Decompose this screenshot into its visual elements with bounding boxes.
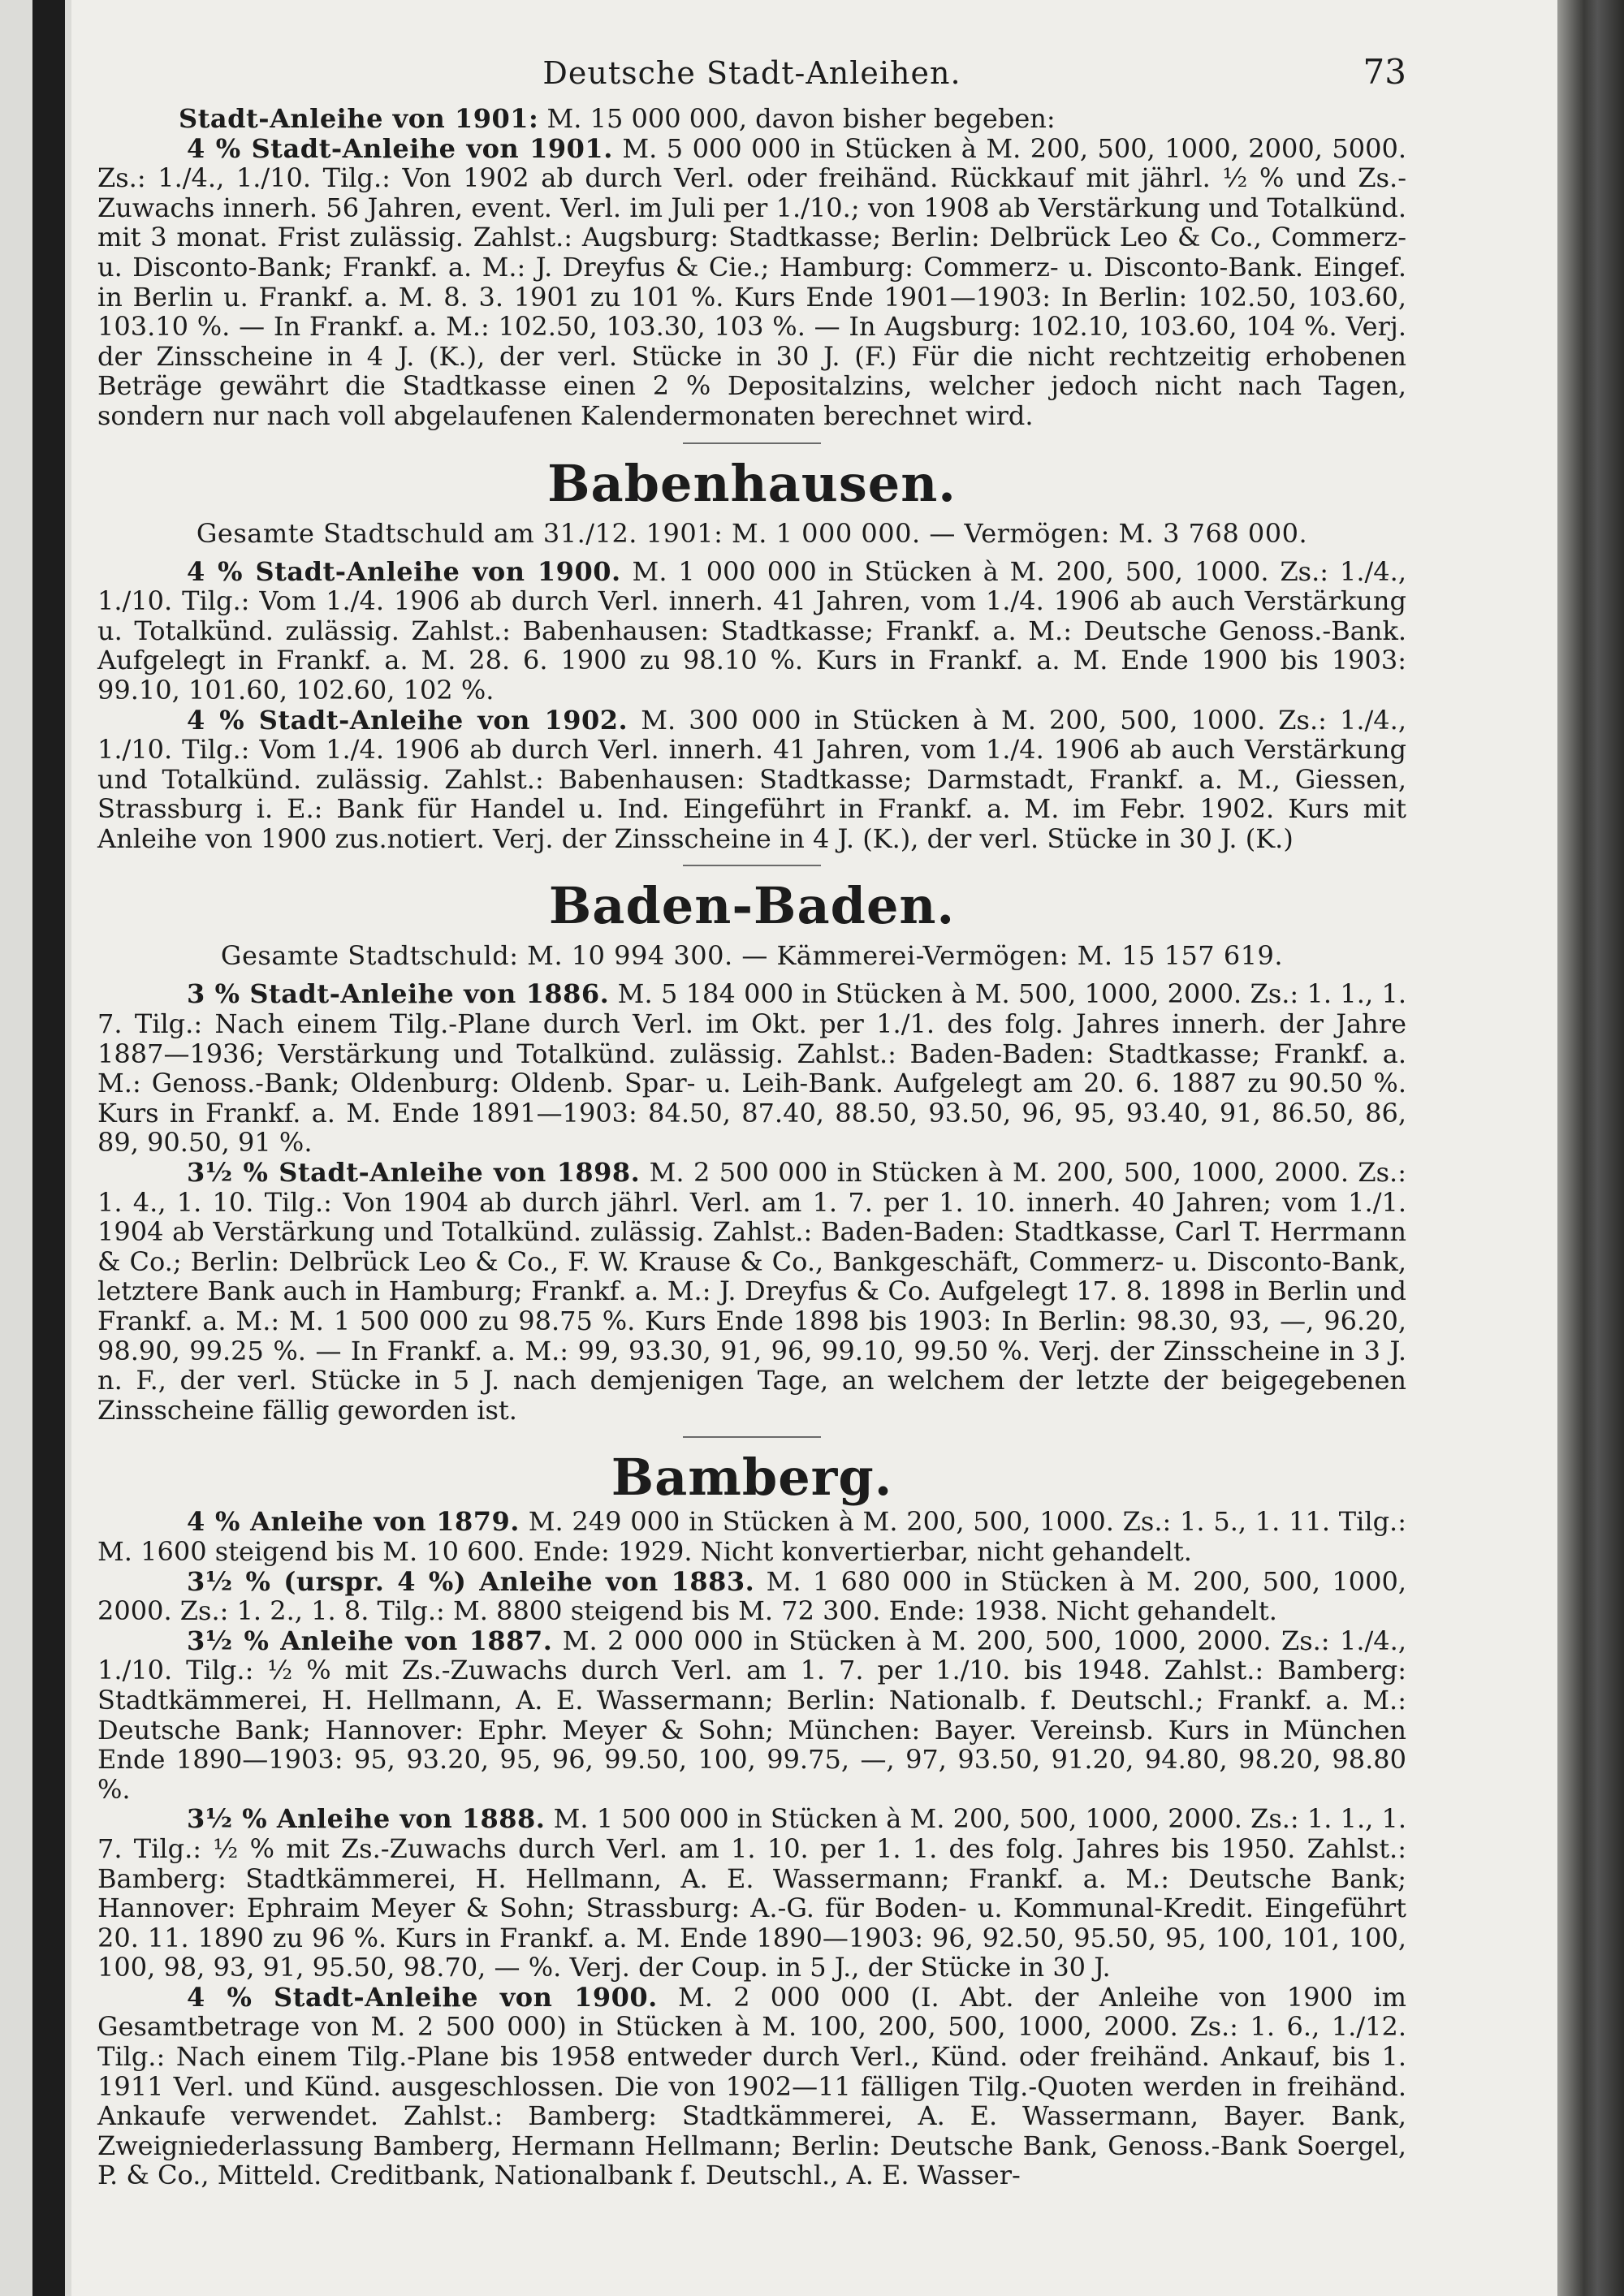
entry-lead: 3 % Stadt-Anleihe von 1886. xyxy=(187,978,610,1010)
city-summary: Gesamte Stadtschuld am 31./12. 1901: M. 1 000 000. — Vermögen: M. 3 768 000. xyxy=(196,517,1308,549)
loan-entry xyxy=(97,1507,1406,1566)
entry-text: M. 5 184 000 in Stücken à M. 500, 1000, 2000. Zs.: 1. 1., 1. 7. Tilg.: Nach einem Tilg.-Plane durch Verl. im Okt. per 1./1. des folg. Jahres innerh. der Jahre 1887—1936; Verstärkung und Totalkünd. zulässig. Zahlst.: Baden-Baden: Stadtkasse; Frankf. a. M.: Genoss.-Bank; Oldenburg: Oldenb. Spar- u. Leih-Bank. Aufgelegt am 20. 6. 1887 zu 90.50 %. Kurs in Frankf. a. M. Ende 1891—1903: 84.50, 87.40, 88.50, 93.50, 96, 95, 93.40, 91, 86.50, 86, 89, 90.50, 91 %. xyxy=(97,978,1407,1159)
section-bamberg xyxy=(97,1448,1406,2190)
loan-entry xyxy=(97,1626,1406,1805)
intro-entry xyxy=(97,134,1406,431)
divider xyxy=(683,865,821,866)
intro-heading xyxy=(97,104,1406,134)
document-page xyxy=(97,39,1406,2197)
city-summary: Gesamte Stadtschuld: M. 10 994 300. — Kämmerei-Vermögen: M. 15 157 619. xyxy=(220,940,1284,972)
divider xyxy=(683,1436,821,1438)
city-heading: Bamberg. xyxy=(611,1448,893,1508)
book-gutter-left xyxy=(0,0,71,2296)
city-heading: Baden-Baden. xyxy=(548,876,956,936)
entry-text: M. 2 000 000 in Stücken à M. 200, 500, 1000, 2000. Zs.: 1./4., 1./10. Tilg.: ½ % mit Zs.-Zuwachs durch Verl. am 1. 7. per 1./10. bis 1948. Zahlst.: Bamberg: Stadtkämmerei, H. Hellmann, A. E. Wassermann; Berlin: Nationalb. f. Deutschl.; Frankf. a. M.: Deutsche Bank; Hannover: Ephr. Meyer & Sohn; München: Bayer. Vereinsb. Kurs in München Ende 1890—1903: 95, 93.20, 95, 96, 99.50, 100, 99.75, —, 97, 93.50, 91.20, 94.80, 98.20, 98.80 %. xyxy=(97,1625,1407,1805)
entry-text: M. 1 680 000 in Stücken à M. 200, 500, 1000, 2000. Zs.: 1. 2., 1. 8. Tilg.: M. 8800 steigend bis M. 72 300. Ende: 1938. Nicht gehandelt. xyxy=(97,1565,1407,1627)
city-heading: Babenhausen. xyxy=(547,453,957,513)
entry-lead: Stadt-Anleihe von 1901: xyxy=(179,103,539,134)
loan-entry xyxy=(97,1567,1406,1626)
loan-entry xyxy=(97,1158,1406,1425)
loan-entry xyxy=(97,979,1406,1158)
entry-text: M. 2 000 000 (I. Abt. der Anleihe von 1900 im Gesamtbetrage von M. 2 500 000) in Stücken à M. 100, 200, 500, 1000, 2000. Zs.: 1. 6., 1./12. Tilg.: Nach einem Tilg.-Plane bis 1958 entweder durch Verl., Künd. oder freihänd. Ankauf, bis 1. 1911 Verl. und Künd. ausgeschlossen. Die von 1902—11 fälligen Tilg.-Quoten werden in freihänd. Ankaufe verwendet. Zahlst.: Bamberg: Stadtkämmerei, A. E. Wassermann, Bayer. Bank, Zweigniederlassung Bamberg, Hermann Hellmann; Berlin: Deutsche Bank, Genoss.-Bank Soergel, P. & Co., Mitteld. Creditbank, Nationalbank f. Deutschl., A. E. Wasser- xyxy=(97,1981,1407,2191)
running-title: Deutsche Stadt-Anleihen. xyxy=(542,55,961,91)
entry-lead: 3½ % Stadt-Anleihe von 1898. xyxy=(187,1157,641,1189)
entry-lead: 3½ % Anleihe von 1887. xyxy=(187,1625,553,1656)
loan-entry xyxy=(97,557,1406,706)
entry-lead: 4 % Stadt-Anleihe von 1900. xyxy=(187,1981,658,2013)
loan-entry xyxy=(97,1804,1406,1983)
entry-lead: 4 % Anleihe von 1879. xyxy=(187,1506,520,1538)
page-number: 73 xyxy=(1363,52,1406,92)
loan-entry xyxy=(97,706,1406,854)
entry-lead: 4 % Stadt-Anleihe von 1900. xyxy=(187,555,621,587)
entry-text: M. 1 000 000 in Stücken à M. 200, 500, 1000. Zs.: 1./4., 1./10. Tilg.: Vom 1./4. 1906 ab durch Verl. innerh. 41 Jahren, vom 1./4. 1906 ab auch Verstärkung u. Totalkünd. zulässig. Zahlst.: Babenhausen: Stadtkasse; Frankf. a. M.: Deutsche Genoss.-Bank. Aufgelegt in Frankf. a. M. 28. 6. 1900 zu 98.10 %. Kurs in Frankf. a. M. Ende 1900 bis 1903: 99.10, 101.60, 102.60, 102 %. xyxy=(97,555,1407,706)
divider xyxy=(683,442,821,444)
entry-text: M. 249 000 in Stücken à M. 200, 500, 1000. Zs.: 1. 5., 1. 11. Tilg.: M. 1600 steigend bis M. 10 600. Ende: 1929. Nicht konvertierbar, nicht gehandelt. xyxy=(97,1506,1407,1567)
entry-text: M. 300 000 in Stücken à M. 200, 500, 1000. Zs.: 1./4., 1./10. Tilg.: Vom 1./4. 1906 ab durch Verl. innerh. 41 Jahren, vom 1./4. 1906 ab auch Verstärkung und Totalkünd. zulässig. Zahlst.: Babenhausen: Stadtkasse; Darmstadt, Frankf. a. M., Giessen, Strassburg i. E.: Bank für Handel u. Ind. Eingeführt in Frankf. a. M. im Febr. 1902. Kurs mit Anleihe von 1900 zus.notiert. Verj. der Zinsscheine in 4 J. (K.), der verl. Stücke in 30 J. (K.) xyxy=(97,704,1407,854)
running-header xyxy=(97,39,1406,104)
entry-text: M. 5 000 000 in Stücken à M. 200, 500, 1000, 2000, 5000. Zs.: 1./4., 1./10. Tilg.: Von 1902 ab durch Verl. oder freihänd. Rückkauf mit jährl. ½ % und Zs.-Zuwachs innerh. 56 Jahren, event. Verl. im Juli per 1./10.; von 1908 ab Verstärkung und Totalkünd. mit 3 monat. Frist zulässig. Zahlst.: Augsburg: Stadtkasse; Berlin: Delbrück Leo & Co., Commerz- u. Disconto-Bank; Frankf. a. M.: J. Dreyfus & Cie.; Hamburg: Commerz- u. Disconto-Bank. Eingef. in Berlin u. Frankf. a. M. 8. 3. 1901 zu 101 %. Kurs Ende 1901—1903: In Berlin: 102.50, 103.60, 103.10 %. — In Frankf. a. M.: 102.50, 103.30, 103 %. — In Augsburg: 102.10, 103.60, 104 %. Verj. der Zinsscheine in 4 J. (K.), der verl. Stücke in 30 J. (F.) Für die nicht rechtzeitig erhobenen Beträge gewährt die Stadtkasse einen 2 % Depositalzins, welcher jedoch nicht nach Tagen, sondern nur nach voll abgelaufenen Kalendermonaten berechnet wird. xyxy=(97,132,1407,431)
section-babenhausen xyxy=(97,454,1406,854)
section-baden-baden xyxy=(97,876,1406,1425)
entry-text: M. 15 000 000, davon bisher begeben: xyxy=(538,103,1056,134)
entry-lead: 3½ % (urspr. 4 %) Anleihe von 1883. xyxy=(187,1565,755,1597)
entry-text: M. 1 500 000 in Stücken à M. 200, 500, 1000, 2000. Zs.: 1. 1., 1. 7. Tilg.: ½ % mit Zs.-Zuwachs durch Verl. am 1. 10. per 1. 1. des folg. Jahres bis 1950. Zahlst.: Bamberg: Stadtkämmerei, H. Hellmann, A. E. Wassermann; Frankf. a. M.: Deutsche Bank; Hannover: Ephraim Meyer & Sohn; Strassburg: A.-G. für Boden- u. Kommunal-Kredit. Eingeführt 20. 11. 1890 zu 96 %. Kurs in Frankf. a. M. Ende 1890—1903: 96, 92.50, 95.50, 95, 100, 101, 100, 100, 98, 93, 91, 95.50, 98.70, — %. Verj. der Coup. in 5 J., der Stücke in 30 J. xyxy=(97,1803,1407,1983)
book-edge-right xyxy=(1557,0,1624,2296)
binding-edge xyxy=(32,0,65,2296)
entry-lead: 4 % Stadt-Anleihe von 1901. xyxy=(187,132,613,164)
entry-lead: 4 % Stadt-Anleihe von 1902. xyxy=(187,704,628,736)
entry-text: M. 2 500 000 in Stücken à M. 200, 500, 1000, 2000. Zs.: 1. 4., 1. 10. Tilg.: Von 1904 ab durch jährl. Verl. am 1. 7. per 1. 10. innerh. 40 Jahren; vom 1./1. 1904 ab Verstärkung und Totalkünd. zulässig. Zahlst.: Baden-Baden: Stadtkasse, Carl T. Herrmann & Co.; Berlin: Delbrück Leo & Co., F. W. Krause & Co., Bankgeschäft, Commerz- u. Disconto-Bank, letztere Bank auch in Hamburg; Frankf. a. M.: J. Dreyfus & Co. Aufgelegt 17. 8. 1898 in Berlin und Frankf. a. M.: M. 1 500 000 zu 98.75 %. Kurs Ende 1898 bis 1903: In Berlin: 98.30, 93, —, 96.20, 98.90, 99.25 %. — In Frankf. a. M.: 99, 93.30, 91, 96, 99.10, 99.50 %. Verj. der Zinsscheine in 3 J. n. F., der verl. Stücke in 5 J. nach demjenigen Tage, an welchem der letzte der beigegebenen Zinsscheine fällig geworden ist. xyxy=(97,1157,1407,1426)
entry-lead: 3½ % Anleihe von 1888. xyxy=(187,1803,546,1835)
loan-entry xyxy=(97,1983,1406,2190)
